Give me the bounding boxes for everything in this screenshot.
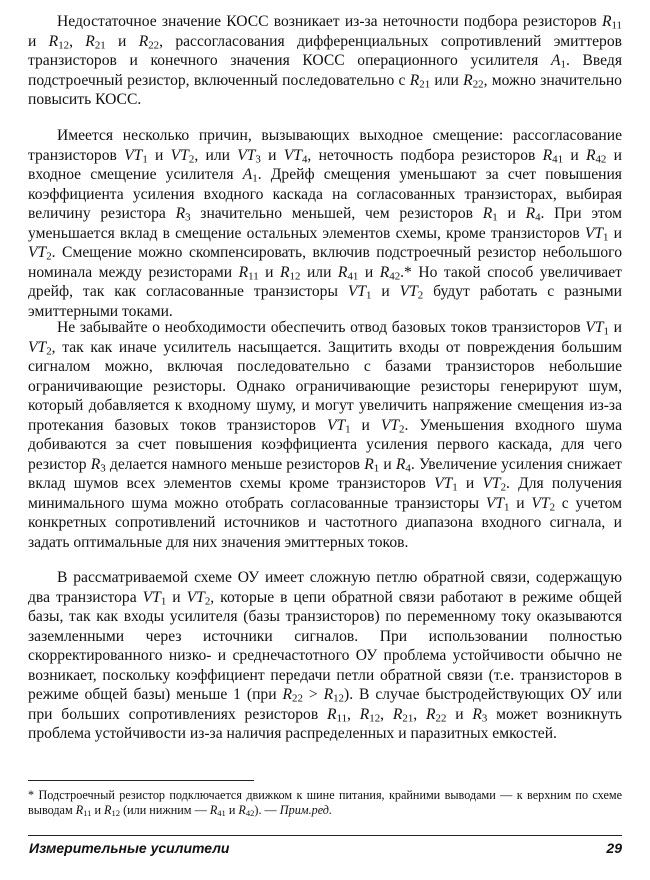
running-head: Измерительные усилители: [29, 840, 230, 856]
footer-rule: [28, 835, 622, 836]
paragraph-output-offset: Имеется несколько причин, вызывающих выходное смещение: рассогласование транзисторов $VT_1$ и $VT_2$, или $VT_3$ и $VT_4$, неточность подбора резисторов $R_{41}$ и $R_{42}$ и входное смещение усилителя $A_1$. Дрейф смещения уменьшают за счет повышения коэффициента усиления входного каскада на согласованных транзисторах, выбирая величину резистора $R_3$ значительно меньшей, чем резисторов $R_1$ и $R_4$. При этом уменьшается вклад в смещение остальных элементов схемы, кроме транзисторов $VT_1$ и $VT_2$. Смещение можно скомпенсировать, включив подстроечный резистор небольшого номинала между резисторами $R_{11}$ и $R_{12}$ или $R_{41}$ и $R_{42}.*$ Но такой способ увеличивает дрейф, так как согласованные транзисторы $VT_1$ и $VT_2$ будут работать с разными эмиттерными токами.: [28, 127, 622, 320]
paragraph-base-currents: Не забывайте о необходимости обеспечить отвод базовых токов транзисторов $VT_1$ и $VT_2$, так как иначе усилитель насыщается. Защитить входы от повреждения большим сигналом можно, включая последовательно с базами транзисторов небольшие ограничивающие резисторы. Однако ограничивающие резисторы генерируют шум, который добавляется к входному шуму, и могут увеличить напряжение смещения из-за протекания базовых токов транзисторов $VT_1$ и $VT_2$. Уменьшения входного шума добиваются за счет повышения коэффициента усиления первого каскада, для чего резистор $R_3$ делается намного меньше резисторов $R_1$ и $R_4$. Увеличение усиления снижает вклад шумов всех элементов схемы кроме транзисторов $VT_1$ и $VT_2$. Для получения минимального шума можно отобрать согласованные транзисторы $VT_1$ и $VT_2$ с учетом конкретных сопротивлений источников и частотного диапазона входного сигнала, и задать оптимальные для них значения эмиттерных токов.: [28, 319, 623, 552]
footnote-separator: [28, 780, 254, 781]
page-number: 29: [606, 840, 622, 856]
paragraph-stability: В рассматриваемой схеме ОУ имеет сложную петлю обратной связи, содержащую два транзистора $VT_1$ и $VT_2$, которые в цепи обратной связи работают в режиме общей базы, так как входы усилителя (базы транзисторов) по переменному току оказываются заземленными через источники сигналов. При использовании полностью скорректированного низко- и среднечастотного ОУ проблема устойчивости обычно не возникает, поскольку коэффициент передачи петли обратной связи (т.е. транзисторов в режиме общей базы) меньше 1 (при $R_{22} > R_{12}$). В случае быстродействующих ОУ или при больших сопротивлениях резисторов $R_{11}$, $R_{12}$, $R_{21}$, $R_{22}$ и $R_3$ может возникнуть проблема устойчивости из-за наличия распределенных и паразитных емкостей.: [28, 569, 623, 743]
paragraph-cmrr: Недостаточное значение КОСС возникает из-за неточности подбора резисторов $R_{11}$ и $R_{12}$, $R_{21}$ и $R_{22}$, рассогласования дифференциальных сопротивлений эмиттеров транзисторов и конечного значения КОСС операционного усилителя $A_1$. Введя подстроечный резистор, включенный последовательно с $R_{21}$ или $R_{22}$, можно значительно повысить КОСС.: [28, 13, 623, 109]
footnote: * Подстроечный резистор подключается движком к шине питания, крайними выводами — к верхним по схеме выводам $R_{11}$ и $R_{12}$ (или нижним — $R_{41}$ и $R_{42}$). — Прим.ред.: [28, 788, 622, 819]
